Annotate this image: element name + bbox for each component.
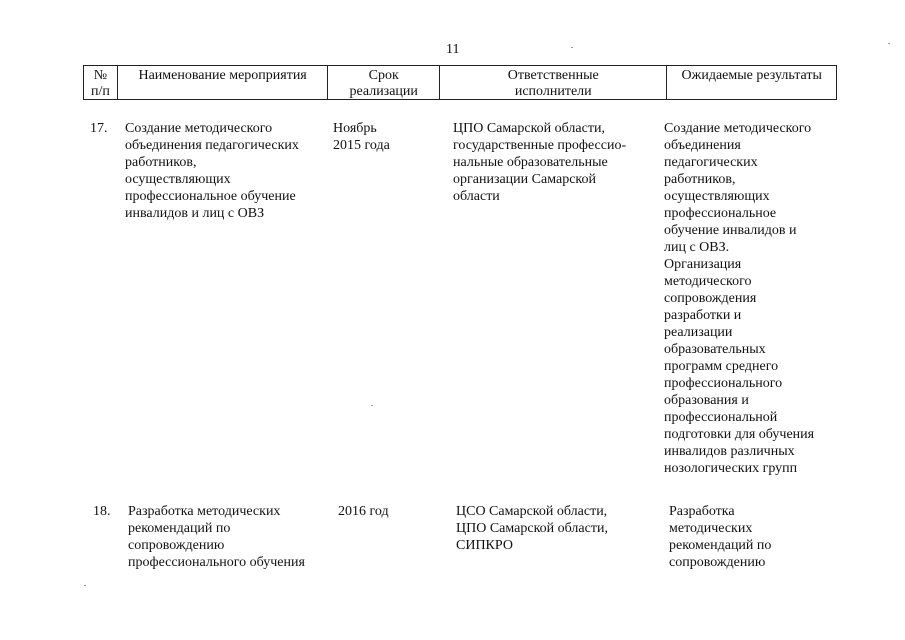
text-line: рекомендаций по [669,538,772,553]
header-term [328,66,440,99]
row-name [128,503,305,571]
text-line: подготовки для обучения [664,427,815,442]
text-line: ЦПО Самарской области, [456,521,608,536]
text-line: разработки и [664,308,742,323]
header-num [84,66,118,99]
header-result-line-1: Ожидаемые результаты [681,68,822,83]
text-line: лиц с ОВЗ. [664,240,730,255]
text-line: Создание методического [125,121,273,136]
text-line: Разработка [669,504,735,519]
row-number: 18. [93,504,111,519]
header-term-line-1: Срок [368,68,399,83]
text-line: профессиональное обучение [125,189,296,204]
row-name [125,120,299,222]
row-number: 17. [90,121,108,136]
text-line: ЦСО Самарской области, [456,504,608,519]
text-line: работников, [664,172,736,187]
text-line: нальные образовательные [453,155,608,170]
row-result [669,503,771,571]
text-line: осуществляющих [125,172,231,187]
text-line: области [453,189,500,204]
text-line: 2015 года [333,138,390,153]
text-line: государственные профессио- [453,138,627,153]
header-name [118,66,328,99]
row-responsible [456,503,608,554]
header-num-line-2: п/п [91,84,110,99]
scan-speck [371,405,373,406]
header-num-line-1: № [93,68,108,83]
header-result [667,66,836,99]
text-line: профессиональное [664,206,777,221]
scan-speck [888,43,890,44]
text-line: ЦПО Самарской области, [453,121,605,136]
header-resp-line-2: исполнители [514,84,592,99]
text-line: осуществляющих [664,189,770,204]
header-responsible [440,66,667,99]
text-line: инвалидов и лиц с ОВЗ [125,206,265,221]
text-line: работников, [125,155,197,170]
text-line: рекомендаций по [128,521,231,536]
text-line: 2016 год [338,504,389,519]
text-line: Разработка методических [128,504,281,519]
text-line: Ноябрь [333,121,377,136]
scan-speck [571,47,573,48]
text-line: образования и [664,393,749,408]
row-responsible [453,120,626,205]
text-line: программ среднего [664,359,779,374]
text-line: сопровождению [128,538,225,553]
text-line: объединения [664,138,741,153]
row-result [664,120,814,477]
text-line: Создание методического [664,121,812,136]
text-line: нозологических групп [664,461,798,476]
header-term-line-2: реализации [349,84,418,99]
text-line: организации Самарской [453,172,596,187]
text-line: сопровождению [669,555,766,570]
text-line: СИПКРО [456,538,513,553]
header-resp-line-1: Ответственные [507,68,599,83]
scan-speck [84,585,86,586]
text-line: обучение инвалидов и [664,223,797,238]
text-line: профессиональной [664,410,778,425]
text-line: профессионального обучения [128,555,305,570]
text-line: образовательных [664,342,766,357]
text-line: методического [664,274,752,289]
page-number: 11 [446,42,460,57]
row-term [333,120,390,154]
text-line: профессионального [664,376,783,391]
text-line: реализации [664,325,733,340]
text-line: Организация [664,257,742,272]
header-name-line-1: Наименование мероприятия [138,68,307,83]
text-line: педагогических [664,155,758,170]
text-line: сопровождения [664,291,757,306]
text-line: методических [669,521,753,536]
table-header [83,65,837,100]
row-term [338,503,389,520]
text-line: объединения педагогических [125,138,299,153]
text-line: инвалидов различных [664,444,795,459]
